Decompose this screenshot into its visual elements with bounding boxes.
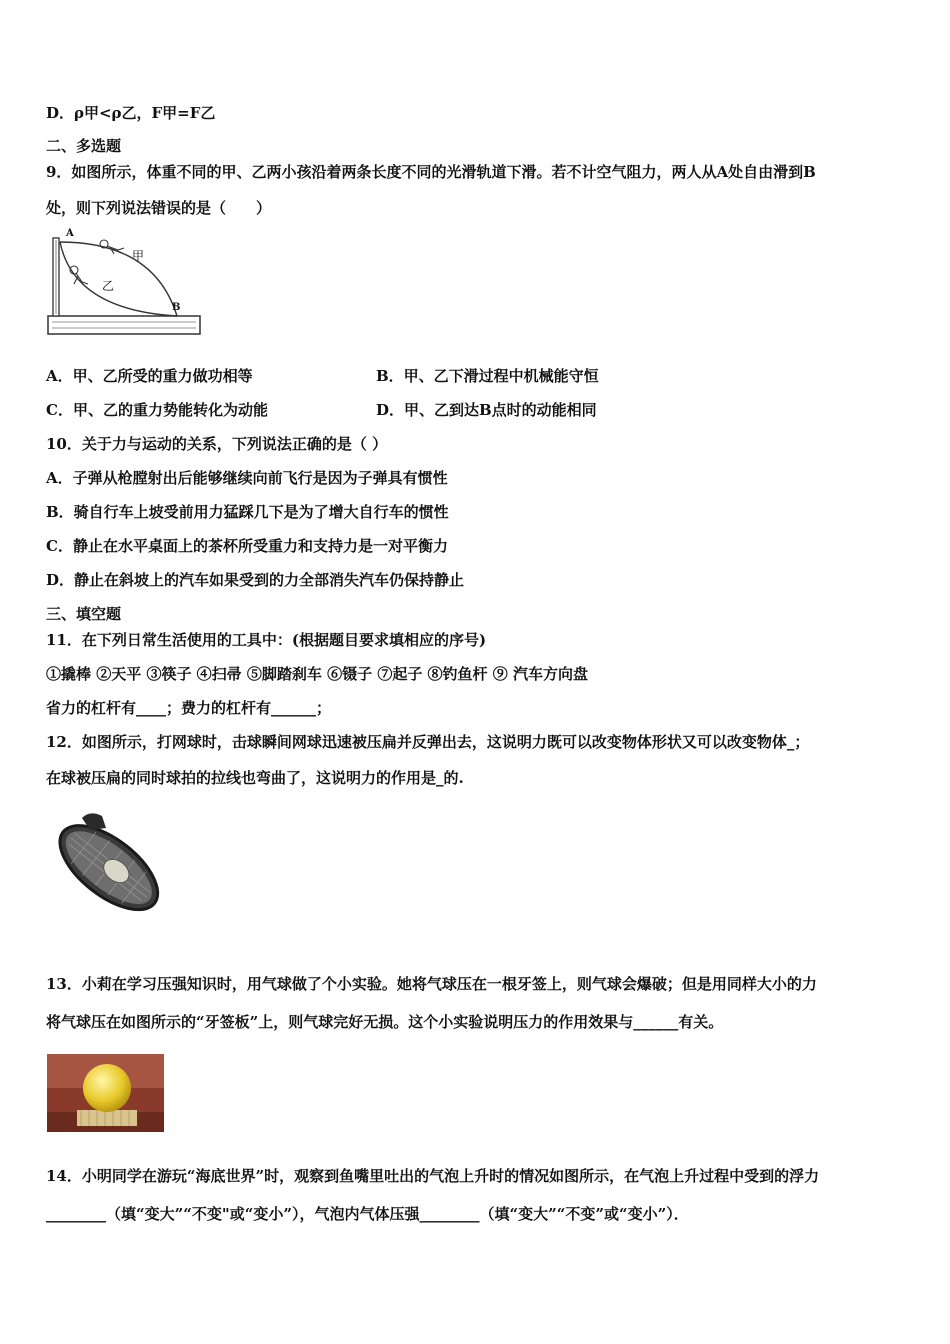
q10-option-c: C．静止在水平桌面上的茶杯所受重力和支持力是一对平衡力 — [46, 537, 448, 555]
q11-items: ①撬棒 ②天平 ③筷子 ④扫帚 ⑤脚踏刹车 ⑥镊子 ⑦起子 ⑧钓鱼杆 ⑨ 汽车方向盘 — [46, 665, 589, 683]
q9-label-b: B — [172, 302, 181, 313]
q9-option-c: C．甲、乙的重力势能转化为动能 — [46, 401, 268, 419]
q13-balloon-image — [47, 1054, 164, 1132]
section-multi-choice-title: 二、多选题 — [46, 137, 122, 155]
q9-option-a: A．甲、乙所受的重力做功相等 — [46, 367, 253, 385]
track-yi — [60, 242, 177, 316]
q9-label-yi: 乙 — [102, 279, 115, 293]
q9-stem-line2: 处，则下列说法错误的是（ ） — [46, 199, 272, 217]
ground-block — [48, 316, 200, 334]
q9-option-b: B．甲、乙下滑过程中机械能守恒 — [376, 367, 599, 385]
q9-label-a: A — [66, 228, 74, 239]
q10-option-a: A．子弹从枪膛射出后能够继续向前飞行是因为子弹具有惯性 — [46, 469, 448, 487]
child-yi-icon — [70, 266, 88, 284]
q14-line1: 14．小明同学在游玩“海底世界”时，观察到鱼嘴里吐出的气泡上升时的情况如图所示，在气泡上升过程中受到的浮力 — [46, 1167, 820, 1185]
q10-option-d: D．静止在斜坡上的汽车如果受到的力全部消失汽车仍保持静止 — [46, 571, 465, 589]
q9-slide-figure — [44, 228, 206, 340]
q14-line2: ________（填“变大”“不变"或“变小”），气泡内气体压强________（填“变大”“不变”或“变小”）． — [46, 1205, 689, 1223]
q10-option-b: B．骑自行车上坡受前用力猛踩几下是为了增大自行车的惯性 — [46, 503, 449, 521]
q9-option-d: D．甲、乙到达B点时的动能相同 — [376, 401, 597, 419]
q11-blanks: 省力的杠杆有____；费力的杠杆有______； — [46, 699, 332, 717]
q8-option-d: D．ρ甲<ρ乙，F甲=F乙 — [46, 104, 216, 122]
q9-stem-line1: 9．如图所示，体重不同的甲、乙两小孩沿着两条长度不同的光滑轨道下滑。若不计空气阻力，两人从A处自由滑到B — [46, 163, 816, 181]
q9-label-jia: 甲 — [132, 249, 145, 263]
q13-line2: 将气球压在如图所示的“牙签板”上，则气球完好无损。这个小实验说明压力的作用效果与______有关。 — [46, 1013, 724, 1031]
q12-line2: 在球被压扁的同时球拍的拉线也弯曲了，这说明力的作用是_的. — [46, 769, 464, 787]
q10-stem: 10．关于力与运动的关系，下列说法正确的是（ ） — [46, 435, 388, 453]
section-fill-blank-title: 三、填空题 — [46, 605, 122, 623]
q12-tennis-racket-image — [46, 808, 168, 928]
q13-line1: 13．小莉在学习压强知识时，用气球做了个小实验。她将气球压在一根牙签上，则气球会爆破；但是用同样大小的力 — [46, 975, 817, 993]
q12-line1: 12．如图所示，打网球时，击球瞬间网球迅速被压扁并反弹出去，这说明力既可以改变物体形状又可以改变物体_； — [46, 733, 810, 751]
q11-stem: 11．在下列日常生活使用的工具中：(根据题目要求填相应的序号) — [46, 631, 487, 649]
